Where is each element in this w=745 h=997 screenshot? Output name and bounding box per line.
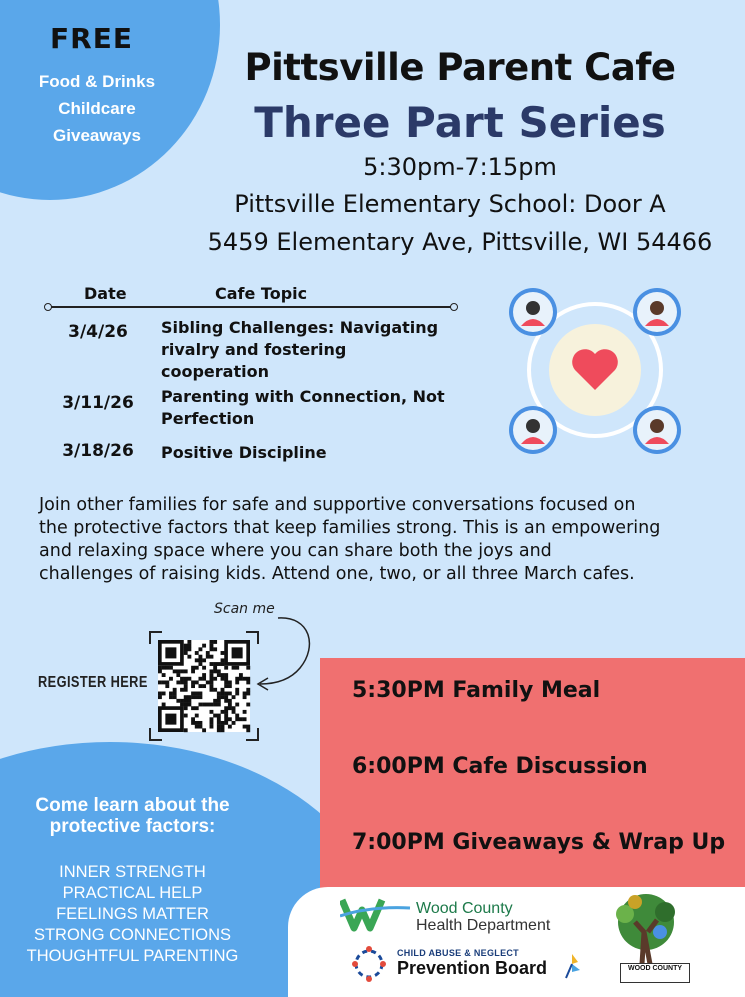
description-line: and relaxing space where you can share both the joys and (39, 541, 552, 561)
event-time: 5:30pm-7:15pm (363, 153, 557, 181)
event-location: Pittsville Elementary School: Door A (234, 190, 666, 218)
factor-item: STRONG CONNECTIONS (33, 926, 232, 944)
agenda-item: 7:00PM Giveaways & Wrap Up (352, 830, 726, 855)
schedule-topic (161, 317, 461, 383)
connection-graphic (505, 286, 685, 456)
person-icon (509, 288, 557, 336)
topic-line: Positive Discipline (161, 443, 327, 462)
tree-logo (605, 892, 687, 964)
agenda-item: 5:30PM Family Meal (352, 678, 601, 703)
topic-line: cooperation (161, 362, 269, 381)
factor-item: INNER STRENGTH (59, 863, 206, 881)
person-icon (633, 406, 681, 454)
schedule-topic (161, 386, 461, 430)
table-divider (50, 306, 452, 308)
factor-item: THOUGHTFUL PARENTING (26, 947, 239, 965)
protective-heading (10, 795, 255, 837)
arrow-icon (250, 606, 320, 696)
factor-item: FEELINGS MATTER (56, 905, 209, 923)
health-dept-line: Wood County (416, 900, 513, 917)
heading-line: Come learn about the (35, 795, 230, 816)
page-subtitle: Three Part Series (254, 98, 666, 147)
health-dept-name (416, 900, 550, 934)
promo-list (12, 68, 182, 149)
heading-line: protective factors: (49, 816, 216, 837)
person-icon (509, 406, 557, 454)
person-icon (633, 288, 681, 336)
description-line: the protective factors that keep families strong. This is an empowering (39, 518, 661, 538)
topic-column-header: Cafe Topic (215, 284, 308, 303)
description-line: Join other families for safe and supportive conversations focused on (39, 495, 636, 515)
topic-line: Perfection (161, 409, 255, 428)
factor-item: PRACTICAL HELP (62, 884, 203, 902)
topic-line: rivalry and fostering (161, 340, 347, 359)
page-title: Pittsville Parent Cafe (244, 46, 676, 89)
qr-code[interactable] (148, 630, 260, 742)
pinwheel-icon (560, 950, 584, 980)
topic-line: Sibling Challenges: Navigating (161, 318, 439, 337)
event-address: 5459 Elementary Ave, Pittsville, WI 54466 (207, 228, 713, 256)
description-line: challenges of raising kids. Attend one, two, or all three March cafes. (39, 564, 635, 584)
human-services-label: WOOD COUNTY (620, 963, 690, 983)
agenda-item: 6:00PM Cafe Discussion (352, 754, 648, 779)
date-column-header: Date (84, 284, 127, 303)
promo-item: Food & Drinks (38, 72, 156, 91)
promo-item: Childcare (58, 99, 136, 118)
schedule-date: 3/18/26 (62, 441, 134, 461)
description (39, 494, 729, 586)
schedule-topic (161, 442, 461, 464)
protective-factors-list (10, 862, 255, 967)
health-dept-line: Health Department (416, 917, 551, 934)
prevention-board-tagline: CHILD ABUSE & NEGLECT (397, 948, 519, 958)
scan-me-label: Scan me (214, 601, 275, 617)
prevention-board-name: Prevention Board (397, 958, 548, 978)
prevention-board-logo (347, 944, 391, 984)
schedule-date: 3/4/26 (68, 322, 128, 342)
topic-line: Parenting with Connection, Not (161, 387, 445, 406)
free-label: FREE (50, 22, 133, 55)
promo-item: Giveaways (53, 126, 141, 145)
register-label: REGISTER HERE (38, 674, 148, 691)
health-dept-logo (340, 896, 412, 932)
schedule-date: 3/11/26 (62, 393, 134, 413)
